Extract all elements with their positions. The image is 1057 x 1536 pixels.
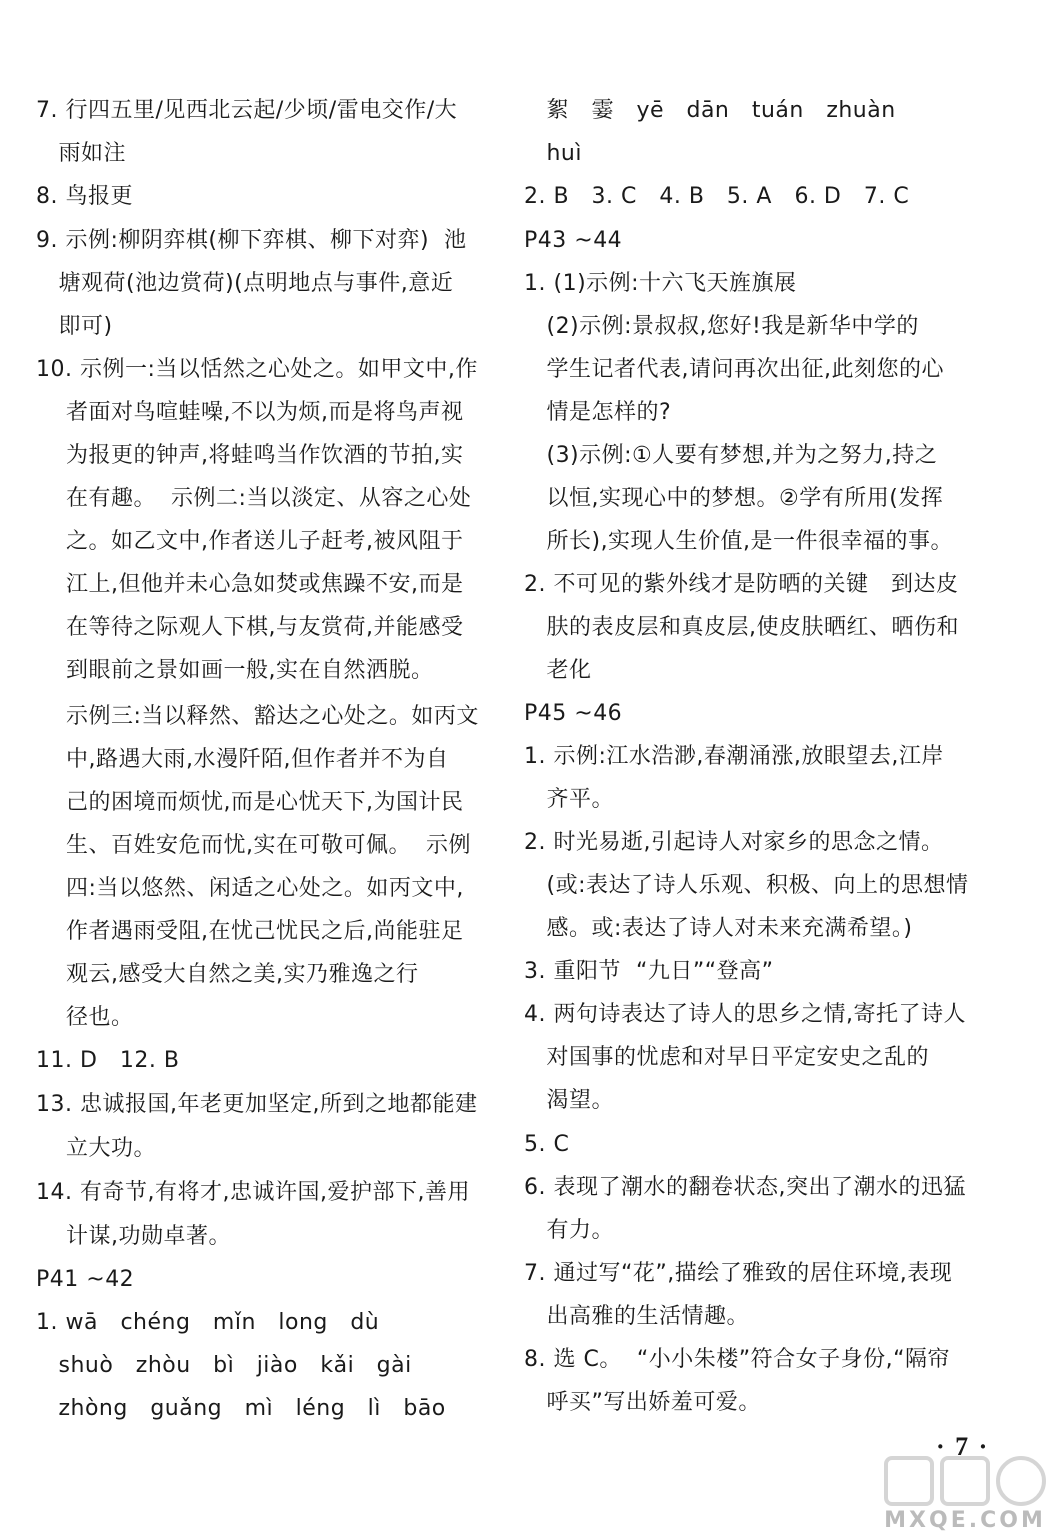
left-text-line: 塘观荷(池边赏荷)(点明地点与事件,意近 [36,271,454,296]
right-text-line: 1. 示例:江水浩渺,春潮涌涨,放眼望去,江岸 [524,744,944,769]
left-text-line: 到眼前之景如画一般,实在自然洒脱。 [36,658,434,683]
left-text-line: 者面对鸟喧蛙噪,不以为烦,而是将鸟声视 [36,400,464,425]
left-text-line: 在等待之际观人下棋,与友赏荷,并能感受 [36,615,464,640]
right-text-line: P43 ~44 [524,228,623,253]
left-text-line: 即可) [36,314,113,339]
left-text-line: 立大功。 [36,1136,156,1161]
left-text-line: 1. wā chéng mǐn long dù [36,1310,380,1335]
right-text-line: 情是怎样的? [524,400,672,425]
right-text-line: 8. 选 C。 “小小朱楼”符合女子身份,“隔帘 [524,1347,951,1372]
right-text-line: 4. 两句诗表达了诗人的思乡之情,寄托了诗人 [524,1002,966,1027]
page-number: · 7 · [936,1432,990,1461]
watermark-text: MXQE.COM [884,1508,1046,1533]
right-text-line: 渴望。 [524,1088,614,1113]
left-text-line: 计谋,功勋卓著。 [36,1224,231,1249]
left-text-line: 生、百姓安危而忧,实在可敬可佩。 示例 [36,833,471,858]
left-text-line: shuò zhòu bì jiào kǎi gài [36,1353,412,1378]
right-text-line: 5. C [524,1132,570,1157]
right-text-line: 老化 [524,658,592,683]
right-text-line: (2)示例:景叔叔,您好!我是新华中学的 [524,314,919,339]
left-text-line: 中,路遇大雨,水漫阡陌,但作者并不为自 [36,747,449,772]
right-text-line: (3)示例:①人要有梦想,并为之努力,持之 [524,443,938,468]
left-text-line: 作者遇雨受阻,在忧己忧民之后,尚能驻足 [36,919,464,944]
left-text-line: 11. D 12. B [36,1048,180,1073]
right-text-line: 出高雅的生活情趣。 [524,1304,749,1329]
left-text-line: 9. 示例:柳阴弈棋(柳下弈棋、柳下对弈) 池 [36,228,467,253]
right-text-line: (或:表达了诗人乐观、积极、向上的思想情 [524,873,969,898]
right-text-line: 2. B 3. C 4. B 5. A 6. D 7. C [524,184,910,209]
left-text-line: 在有趣。 示例二:当以淡定、从容之心处 [36,486,472,511]
right-text-line: 2. 不可见的紫外线才是防晒的关键 到达皮 [524,572,959,597]
right-text-line: P45 ~46 [524,701,623,726]
right-text-line: 3. 重阳节 “九日”“登高” [524,959,774,984]
right-text-line: 肤的表皮层和真皮层,使皮肤晒红、晒伤和 [524,615,959,640]
left-text-line: 8. 鸟报更 [36,184,133,209]
right-text-line: 齐平。 [524,787,614,812]
left-text-line: 14. 有奇节,有将才,忠诚许国,爱护部下,善用 [36,1180,470,1205]
left-text-line: 雨如注 [36,141,126,166]
left-text-line: 为报更的钟声,将蛙鸣当作饮酒的节拍,实 [36,443,464,468]
right-text-line: 2. 时光易逝,引起诗人对家乡的思念之情。 [524,830,944,855]
right-text-line: 呼买”写出娇羞可爱。 [524,1390,761,1415]
left-text-line: 江上,但他并未心急如焚或焦躁不安,而是 [36,572,464,597]
left-text-line: 己的困境而烦忧,而是心忧天下,为国计民 [36,790,464,815]
right-text-line: 有力。 [524,1218,614,1243]
right-text-line: 以恒,实现心中的梦想。②学有所用(发挥 [524,486,944,511]
left-text-line: 示例三:当以释然、豁达之心处之。如丙文 [36,704,479,729]
right-text-line: 对国事的忧虑和对早日平定安史之乱的 [524,1045,929,1070]
right-text-line: 所长),实现人生价值,是一件很幸福的事。 [524,529,954,554]
left-text-line: 13. 忠诚报国,年老更加坚定,所到之地都能建 [36,1092,478,1117]
right-text-line: 1. (1)示例:十六飞天旌旗展 [524,271,797,296]
left-text-line: 之。如乙文中,作者送儿子赶考,被风阻于 [36,529,464,554]
left-text-line: 观云,感受大自然之美,实乃雅逸之行 [36,962,419,987]
right-text-line: 6. 表现了潮水的翻卷状态,突出了潮水的迅猛 [524,1175,966,1200]
left-text-line: 四:当以悠然、闲适之心处之。如丙文中, [36,876,464,901]
left-text-line: 7. 行四五里/见西北云起/少顷/雷电交作/大 [36,98,458,123]
right-text-line: huì [524,141,582,166]
left-text-line: 10. 示例一:当以恬然之心处之。如甲文中,作 [36,357,478,382]
right-text-line: 学生记者代表,请问再次出征,此刻您的心 [524,357,944,382]
right-text-line: 7. 通过写“花”,描绘了雅致的居住环境,表现 [524,1261,953,1286]
right-text-line: 感。或:表达了诗人对未来充满希望。) [524,916,913,941]
right-text-line: 絮 霎 yē dān tuán zhuàn [524,98,896,123]
left-text-line: 径也。 [36,1005,134,1030]
left-text-line: zhòng guǎng mì léng lì bāo [36,1396,446,1421]
left-text-line: P41 ~42 [36,1267,135,1292]
